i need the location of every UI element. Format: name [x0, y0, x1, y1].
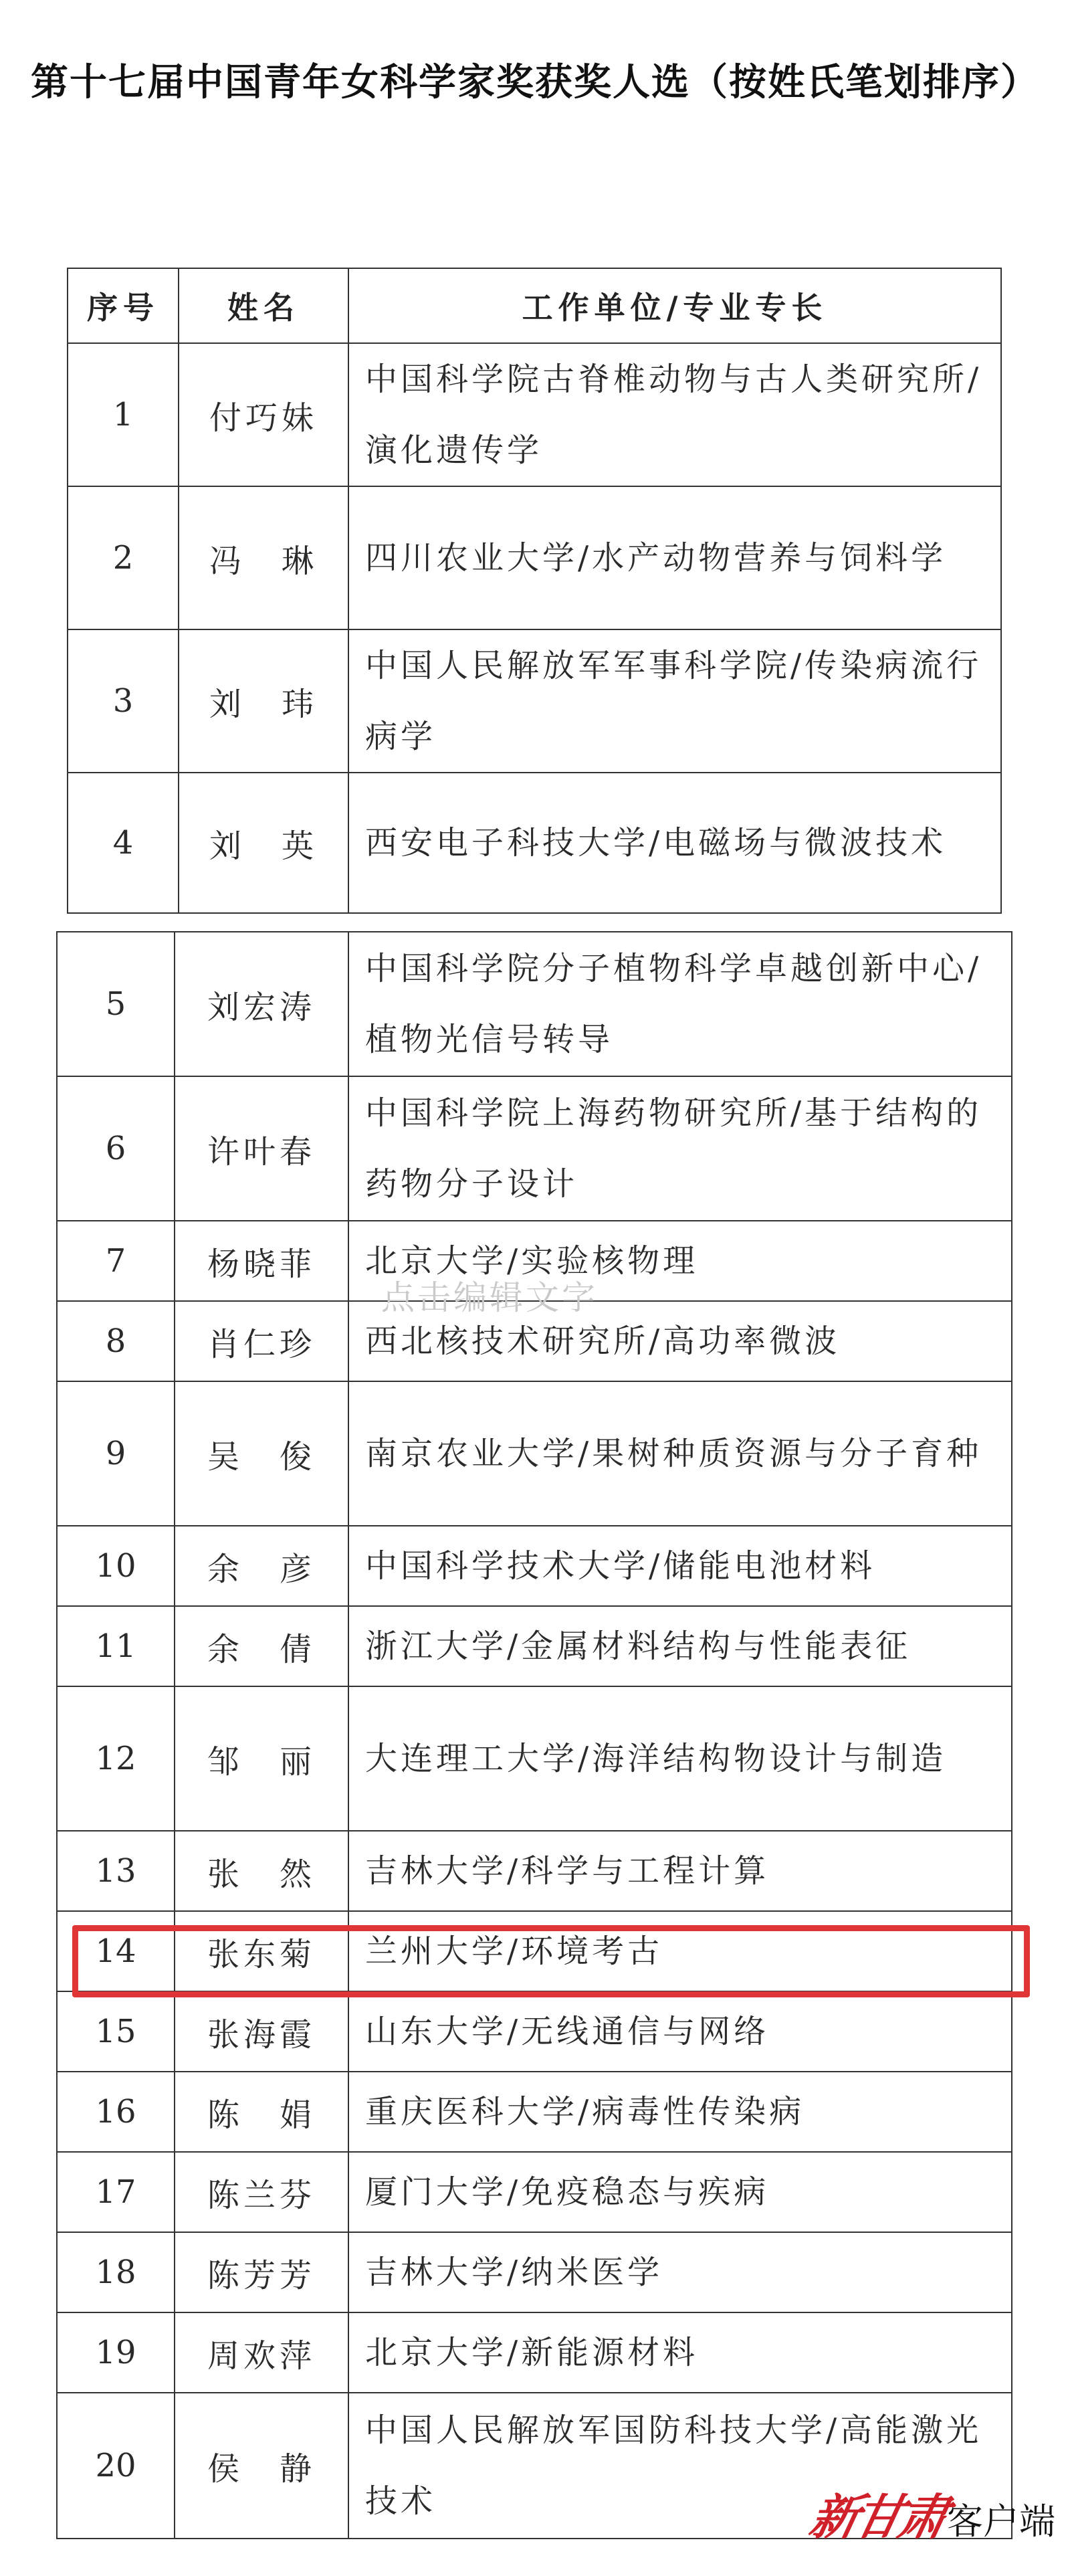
highlight-box — [72, 1925, 1030, 1997]
cell-name: 许叶春 — [175, 1076, 348, 1221]
cell-number: 13 — [57, 1831, 175, 1911]
cell-number: 4 — [68, 773, 179, 913]
cell-number: 2 — [68, 486, 179, 629]
cell-number: 15 — [57, 1991, 175, 2072]
table-row — [57, 1831, 1012, 1911]
table-row — [57, 2072, 1012, 2152]
cell-name: 侯 静 — [175, 2393, 348, 2539]
cell-name: 余 倩 — [175, 1606, 348, 1686]
cell-unit: 山东大学/无线通信与网络 — [348, 1991, 1012, 2072]
cell-number: 5 — [57, 932, 175, 1076]
cell-number: 11 — [57, 1606, 175, 1686]
cell-unit: 大连理工大学/海洋结构物设计与制造 — [348, 1686, 1012, 1831]
cell-name: 邹 丽 — [175, 1686, 348, 1831]
cell-unit: 西北核技术研究所/高功率微波 — [348, 1301, 1012, 1381]
cell-name: 张海霞 — [175, 1991, 348, 2072]
cell-number: 7 — [57, 1221, 175, 1301]
cell-name: 冯 琳 — [179, 486, 348, 629]
table-row — [57, 2152, 1012, 2232]
cell-unit: 中国科学院分子植物科学卓越创新中心/植物光信号转导 — [348, 932, 1012, 1076]
cell-number: 9 — [57, 1381, 175, 1526]
cell-unit: 兰州大学/环境考古 — [348, 1911, 1012, 1991]
cell-number: 1 — [68, 343, 179, 486]
cell-number: 19 — [57, 2312, 175, 2393]
cell-unit: 西安电子科技大学/电磁场与微波技术 — [348, 773, 1001, 913]
cell-number: 3 — [68, 629, 179, 773]
table-row — [57, 1991, 1012, 2072]
cell-name: 陈芳芳 — [175, 2232, 348, 2312]
cell-unit: 厦门大学/免疫稳态与疾病 — [348, 2152, 1012, 2232]
table-row — [68, 773, 1001, 913]
table-row — [57, 2232, 1012, 2312]
cell-name: 张东菊 — [175, 1911, 348, 1991]
cell-unit: 中国科学院古脊椎动物与古人类研究所/演化遗传学 — [348, 343, 1001, 486]
cell-name: 刘 玮 — [179, 629, 348, 773]
cell-number: 10 — [57, 1526, 175, 1606]
cell-name: 付巧妹 — [179, 343, 348, 486]
cell-number: 20 — [57, 2393, 175, 2539]
brand-logo: 新甘肃 — [805, 2488, 950, 2545]
table-row — [57, 1686, 1012, 1831]
brand-mark — [805, 2478, 1055, 2548]
cell-unit: 北京大学/实验核物理 — [348, 1221, 1012, 1301]
cell-unit: 重庆医科大学/病毒性传染病 — [348, 2072, 1012, 2152]
cell-unit: 中国科学院上海药物研究所/基于结构的药物分子设计 — [348, 1076, 1012, 1221]
cell-unit: 吉林大学/纳米医学 — [348, 2232, 1012, 2312]
cell-number: 16 — [57, 2072, 175, 2152]
table-row — [68, 629, 1001, 773]
table-row — [57, 1526, 1012, 1606]
header-name: 姓名 — [179, 268, 348, 343]
cell-number: 14 — [57, 1911, 175, 1991]
page-title: 第十七届中国青年女科学家奖获奖人选（按姓氏笔划排序） — [31, 61, 1039, 104]
cell-name: 刘 英 — [179, 773, 348, 913]
cell-number: 6 — [57, 1076, 175, 1221]
table-row — [57, 932, 1012, 1076]
cell-unit: 南京农业大学/果树种质资源与分子育种 — [348, 1381, 1012, 1526]
cell-unit: 吉林大学/科学与工程计算 — [348, 1831, 1012, 1911]
cell-number: 18 — [57, 2232, 175, 2312]
cell-number: 8 — [57, 1301, 175, 1381]
awardee-table-part-1 — [67, 268, 1002, 914]
table-row — [68, 343, 1001, 486]
table-row — [68, 486, 1001, 629]
cell-unit: 中国人民解放军国防科技大学/高能激光技术 — [348, 2393, 1012, 2539]
brand-suffix: 客户端 — [947, 2500, 1055, 2543]
cell-unit: 中国科学技术大学/储能电池材料 — [348, 1526, 1012, 1606]
header-unit: 工作单位/专业专长 — [348, 268, 1001, 343]
cell-number: 17 — [57, 2152, 175, 2232]
cell-name: 陈 娟 — [175, 2072, 348, 2152]
cell-name: 张 然 — [175, 1831, 348, 1911]
table-row — [57, 1076, 1012, 1221]
cell-name: 周欢萍 — [175, 2312, 348, 2393]
cell-unit: 中国人民解放军军事科学院/传染病流行病学 — [348, 629, 1001, 773]
header-number: 序号 — [68, 268, 179, 343]
cell-unit: 四川农业大学/水产动物营养与饲料学 — [348, 486, 1001, 629]
cell-name: 杨晓菲 — [175, 1221, 348, 1301]
cell-name: 肖仁珍 — [175, 1301, 348, 1381]
cell-number: 12 — [57, 1686, 175, 1831]
cell-unit: 北京大学/新能源材料 — [348, 2312, 1012, 2393]
table-row — [57, 2312, 1012, 2393]
cell-name: 陈兰芬 — [175, 2152, 348, 2232]
cell-name: 刘宏涛 — [175, 932, 348, 1076]
cell-name: 余 彦 — [175, 1526, 348, 1606]
cell-unit: 浙江大学/金属材料结构与性能表征 — [348, 1606, 1012, 1686]
cell-name: 吴 俊 — [175, 1381, 348, 1526]
watermark-text: 点击编辑文字 — [381, 1278, 598, 1317]
table-row — [57, 1606, 1012, 1686]
awardee-table-part-2 — [56, 931, 1012, 2539]
table-row — [57, 1381, 1012, 1526]
